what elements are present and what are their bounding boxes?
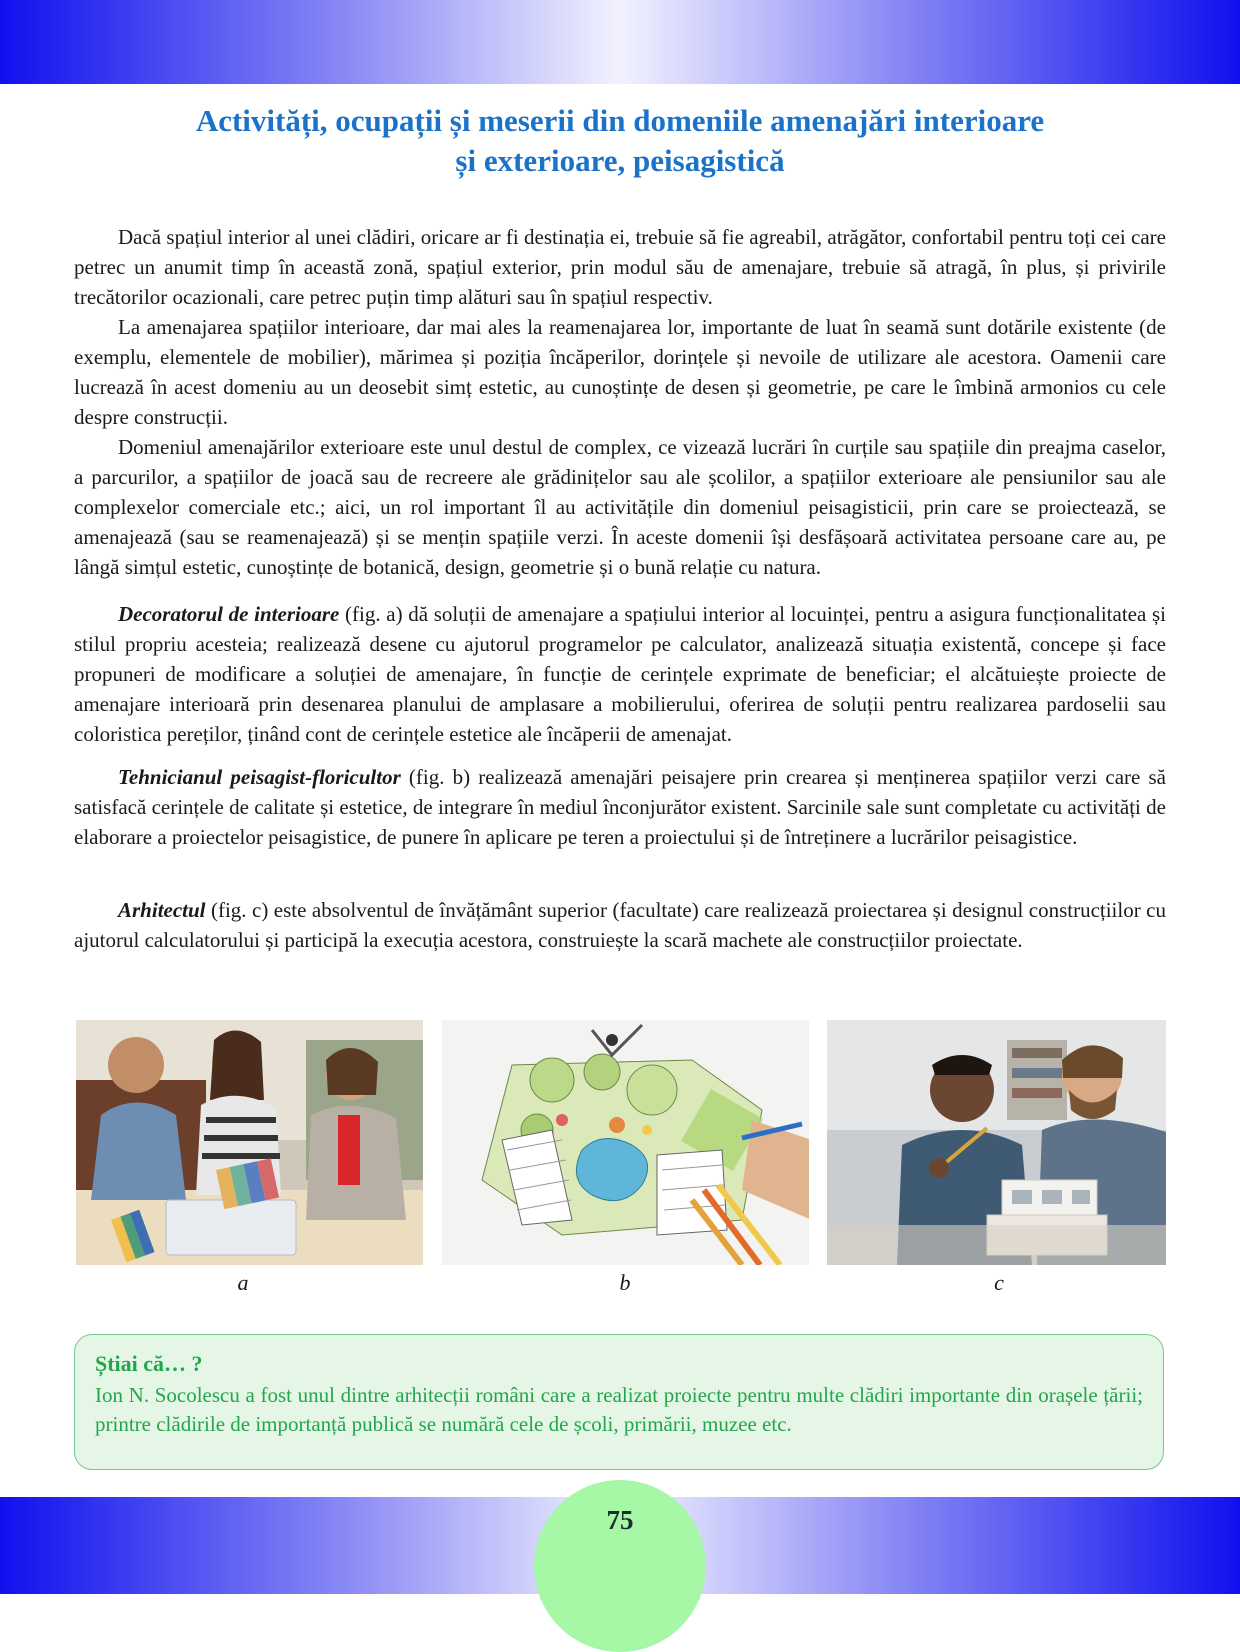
profession-architect bbox=[74, 895, 1166, 955]
figure-b-caption: b bbox=[619, 1270, 631, 1295]
top-decorative-band bbox=[0, 0, 1240, 84]
page-number: 75 bbox=[606, 1505, 634, 1535]
did-you-know-text: Ion N. Socolescu a fost unul dintre arhitecții români care a realizat proiecte pentru multe clădiri importante din orașele țării; printre clădirile de importanță publică se numără cele de școli, primării, muzee etc. bbox=[95, 1383, 1143, 1436]
figure-a-photo bbox=[76, 1020, 423, 1265]
intro-section bbox=[74, 222, 1166, 582]
profession-description: (fig. a) dă soluții de amenajare a spațiului interior al locuinței, pentru a asigura funcționalitatea și stilul propriu acesteia; realizează desene cu ajutorul programelor pe calculator, analizează situația existentă, concepe și face propuneri de modificare a soluției de amenajare, în funcție de cerințele exprimate de beneficiar; el alcătuiește proiecte de amenajare interioară prin desenarea planului de amplasare a mobilierului, oferirea de soluții pentru realizarea pardoselii sau coloristica pereților, ținând cont de cerințele estetice ale încăperii de amenajat. bbox=[74, 602, 1166, 746]
figure-b-photo bbox=[442, 1020, 809, 1265]
profession-term: Tehnicianul peisagist-floricultor bbox=[118, 765, 401, 789]
figure-a-caption: a bbox=[237, 1270, 249, 1295]
intro-paragraph-1: Dacă spațiul interior al unei clădiri, oricare ar fi destinația ei, trebuie să fie agreabil, atrăgător, confortabil pentru toți cei care petrec un anumit timp în această zonă, spațiul exterior, prin modul său de amenajare, trebuie să atragă, în plus, și privirile trecătorilor ocazionali, care petrec puțin timp alături sau în spațiul respectiv. bbox=[74, 225, 1166, 309]
intro-paragraph-3: Domeniul amenajărilor exterioare este unul destul de complex, ce vizează lucrări în curțile sau spațiile din preajma caselor, a parcurilor, a spațiilor de joacă sau de recreere ale grădinițelor sau ale școlilor, a spațiilor exterioare ale pensiunilor sau ale complexelor comerciale etc.; aici, un rol important îl au activitățile din domeniul peisagisticii, prin care se proiectează, se amenajează (sau se reamenajează) și se mențin spațiile verzi. În aceste domenii își desfășoară activitatea persoane care au, pe lângă simțul estetic, cunoștințe de botanică, design, geometrie și o bună relație cu natura. bbox=[74, 435, 1166, 579]
page-title-line-2: și exterioare, peisagistică bbox=[455, 143, 785, 178]
profession-description: (fig. b) realizează amenajări peisajere prin crearea și menținerea spațiilor verzi care să satisfacă cerințele de calitate și estetice, de integrare în mediul înconjurător existent. Sarcinile sale sunt completate cu activități de elaborare a proiectelor peisagistice, de punere în aplicare pe teren a proiectului și de întreținere a lucrărilor peisagistice. bbox=[74, 765, 1166, 849]
profession-paragraph bbox=[74, 895, 1166, 955]
page-title-line-1: Activități, ocupații și meserii din domeniile amenajări interioare bbox=[195, 103, 1045, 138]
figure-c-caption: c bbox=[994, 1270, 1004, 1295]
figure-c-photo bbox=[827, 1020, 1166, 1265]
profession-term: Arhitectul bbox=[118, 898, 206, 922]
did-you-know-title: Știai că… ? bbox=[95, 1351, 203, 1376]
profession-landscape-technician bbox=[74, 762, 1166, 852]
profession-paragraph bbox=[74, 762, 1166, 852]
profession-interior-decorator bbox=[74, 599, 1166, 749]
did-you-know-box bbox=[74, 1334, 1164, 1470]
page-title bbox=[74, 101, 1166, 181]
profession-paragraph bbox=[74, 599, 1166, 749]
intro-paragraph-2: La amenajarea spațiilor interioare, dar mai ales la reamenajarea lor, importante de luat în seamă sunt dotările existente (de exemplu, elementele de mobilier), mărimea și poziția încăperilor, dorințele și nevoile de utilizare ale acestora. Oamenii care lucrează în acest domeniu au un deosebit simț estetic, au cunoștințe de desen și geometrie, pe care le îmbină armonios cu cele despre construcții. bbox=[74, 315, 1166, 429]
profession-description: (fig. c) este absolventul de învățământ superior (facultate) care realizează proiectarea și designul construcțiilor cu ajutorul calculatorului și participă la execuția acestora, construiește la scară machete ale construcțiilor proiectate. bbox=[74, 898, 1166, 952]
profession-term: Decoratorul de interioare bbox=[118, 602, 340, 626]
